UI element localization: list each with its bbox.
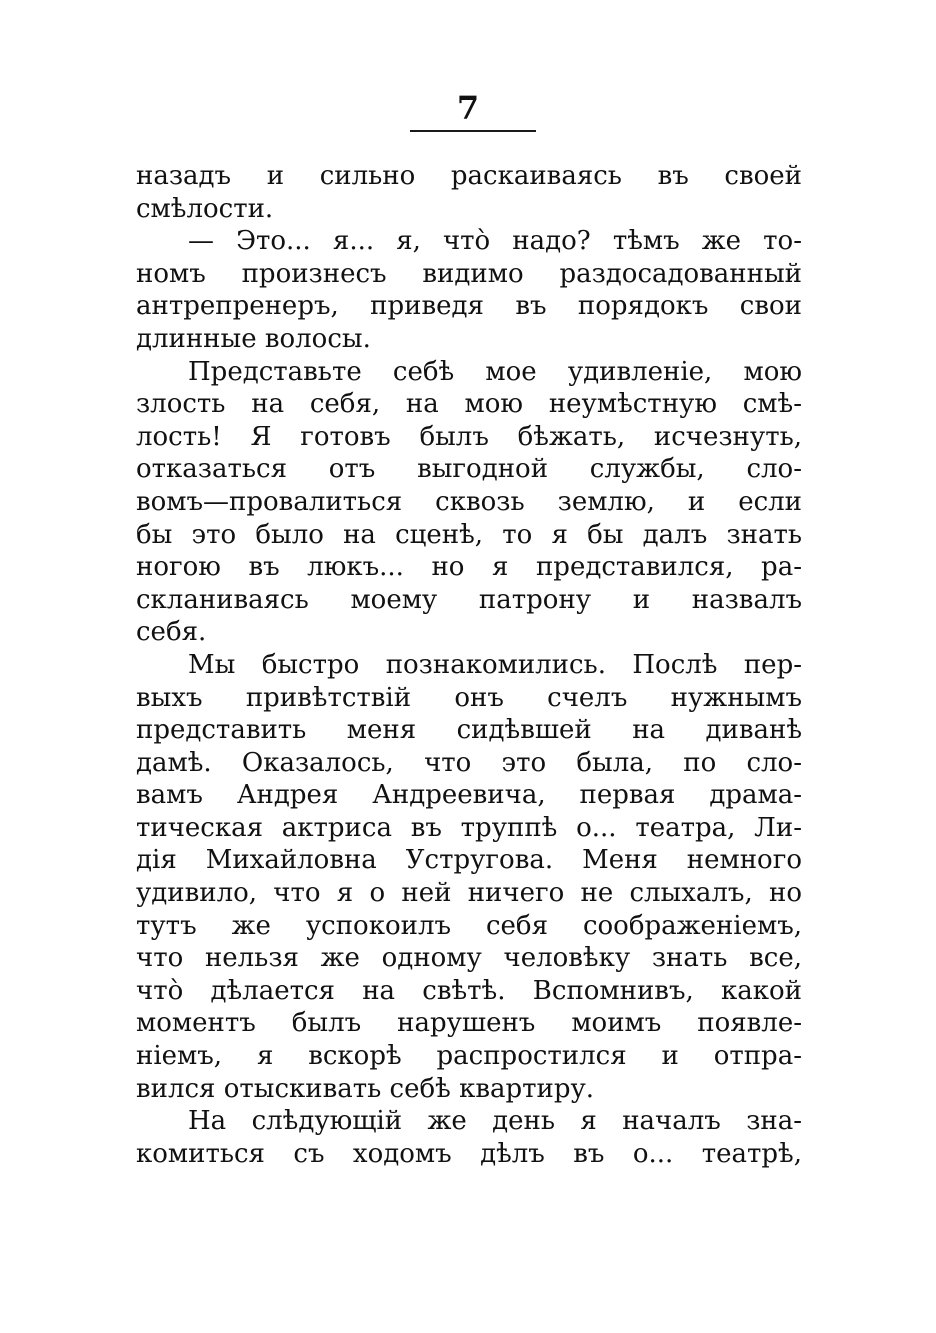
text-line: злость на себя, на мою неумѣстную смѣ- [136, 389, 802, 420]
text-line: удивило, что я о ней ничего не слыхалъ, но [136, 878, 802, 909]
text-line: ніемъ, я вскорѣ распростился и отпра- [136, 1041, 802, 1072]
text-line: длинные волосы. [136, 323, 371, 354]
text-line: вамъ Андрея Андреевича, первая драма- [136, 780, 802, 811]
text-line: представить меня сидѣвшей на диванѣ [136, 715, 802, 746]
text-line: выхъ привѣтствій онъ счелъ нужнымъ [136, 682, 802, 713]
text-line: вился отыскивать себѣ квартиру. [136, 1073, 595, 1104]
text-line: что̀ дѣлается на свѣтѣ. Вспомнивъ, какой [136, 975, 802, 1006]
text-line: назадъ и сильно раскаиваясь въ своей [136, 161, 802, 191]
text-line: скланиваясь моему патрону и назвалъ [136, 584, 802, 615]
text-line: антрепренеръ, приведя въ порядокъ свои [136, 291, 802, 322]
body-text [136, 160, 802, 1170]
text-line: лость! Я готовъ былъ бѣжать, исчезнуть, [136, 421, 802, 452]
text-line: вомъ—провалиться сквозь землю, и если [136, 486, 802, 517]
text-line: дія Михайловна Устругова. Меня немного [136, 845, 802, 876]
page-number: 7 [456, 89, 480, 127]
text-line: Представьте себѣ мое удивленіе, мою [188, 356, 802, 387]
text-line: На слѣдующій же день я началъ зна- [188, 1106, 802, 1137]
text-line: ногою въ люкъ... но я представился, ра- [136, 552, 802, 583]
text-line: дамѣ. Оказалось, что это была, по сло- [136, 747, 802, 778]
text-line: тическая актриса въ труппѣ о... театра, Ли- [136, 812, 802, 843]
header-rule [410, 130, 536, 132]
text-line: себя. [136, 617, 207, 648]
text-line: моментъ былъ нарушенъ моимъ появле- [136, 1008, 802, 1039]
text-line: номъ произнесъ видимо раздосадованный [136, 258, 802, 289]
text-line: комиться съ ходомъ дѣлъ въ о... театрѣ, [136, 1138, 802, 1169]
text-line: отказаться отъ выгодной службы, сло- [136, 454, 802, 485]
text-line: бы это было на сценѣ, то я бы далъ знать [136, 519, 802, 550]
text-line: что нельзя же одному человѣку знать все, [136, 943, 802, 974]
text-line: — Это... я... я, что̀ надо? тѣмъ же то- [188, 226, 802, 257]
text-line: смѣлости. [136, 193, 274, 224]
text-line: Мы быстро познакомились. Послѣ пер- [188, 649, 802, 680]
text-line: тутъ же успокоилъ себя соображеніемъ, [136, 910, 802, 941]
